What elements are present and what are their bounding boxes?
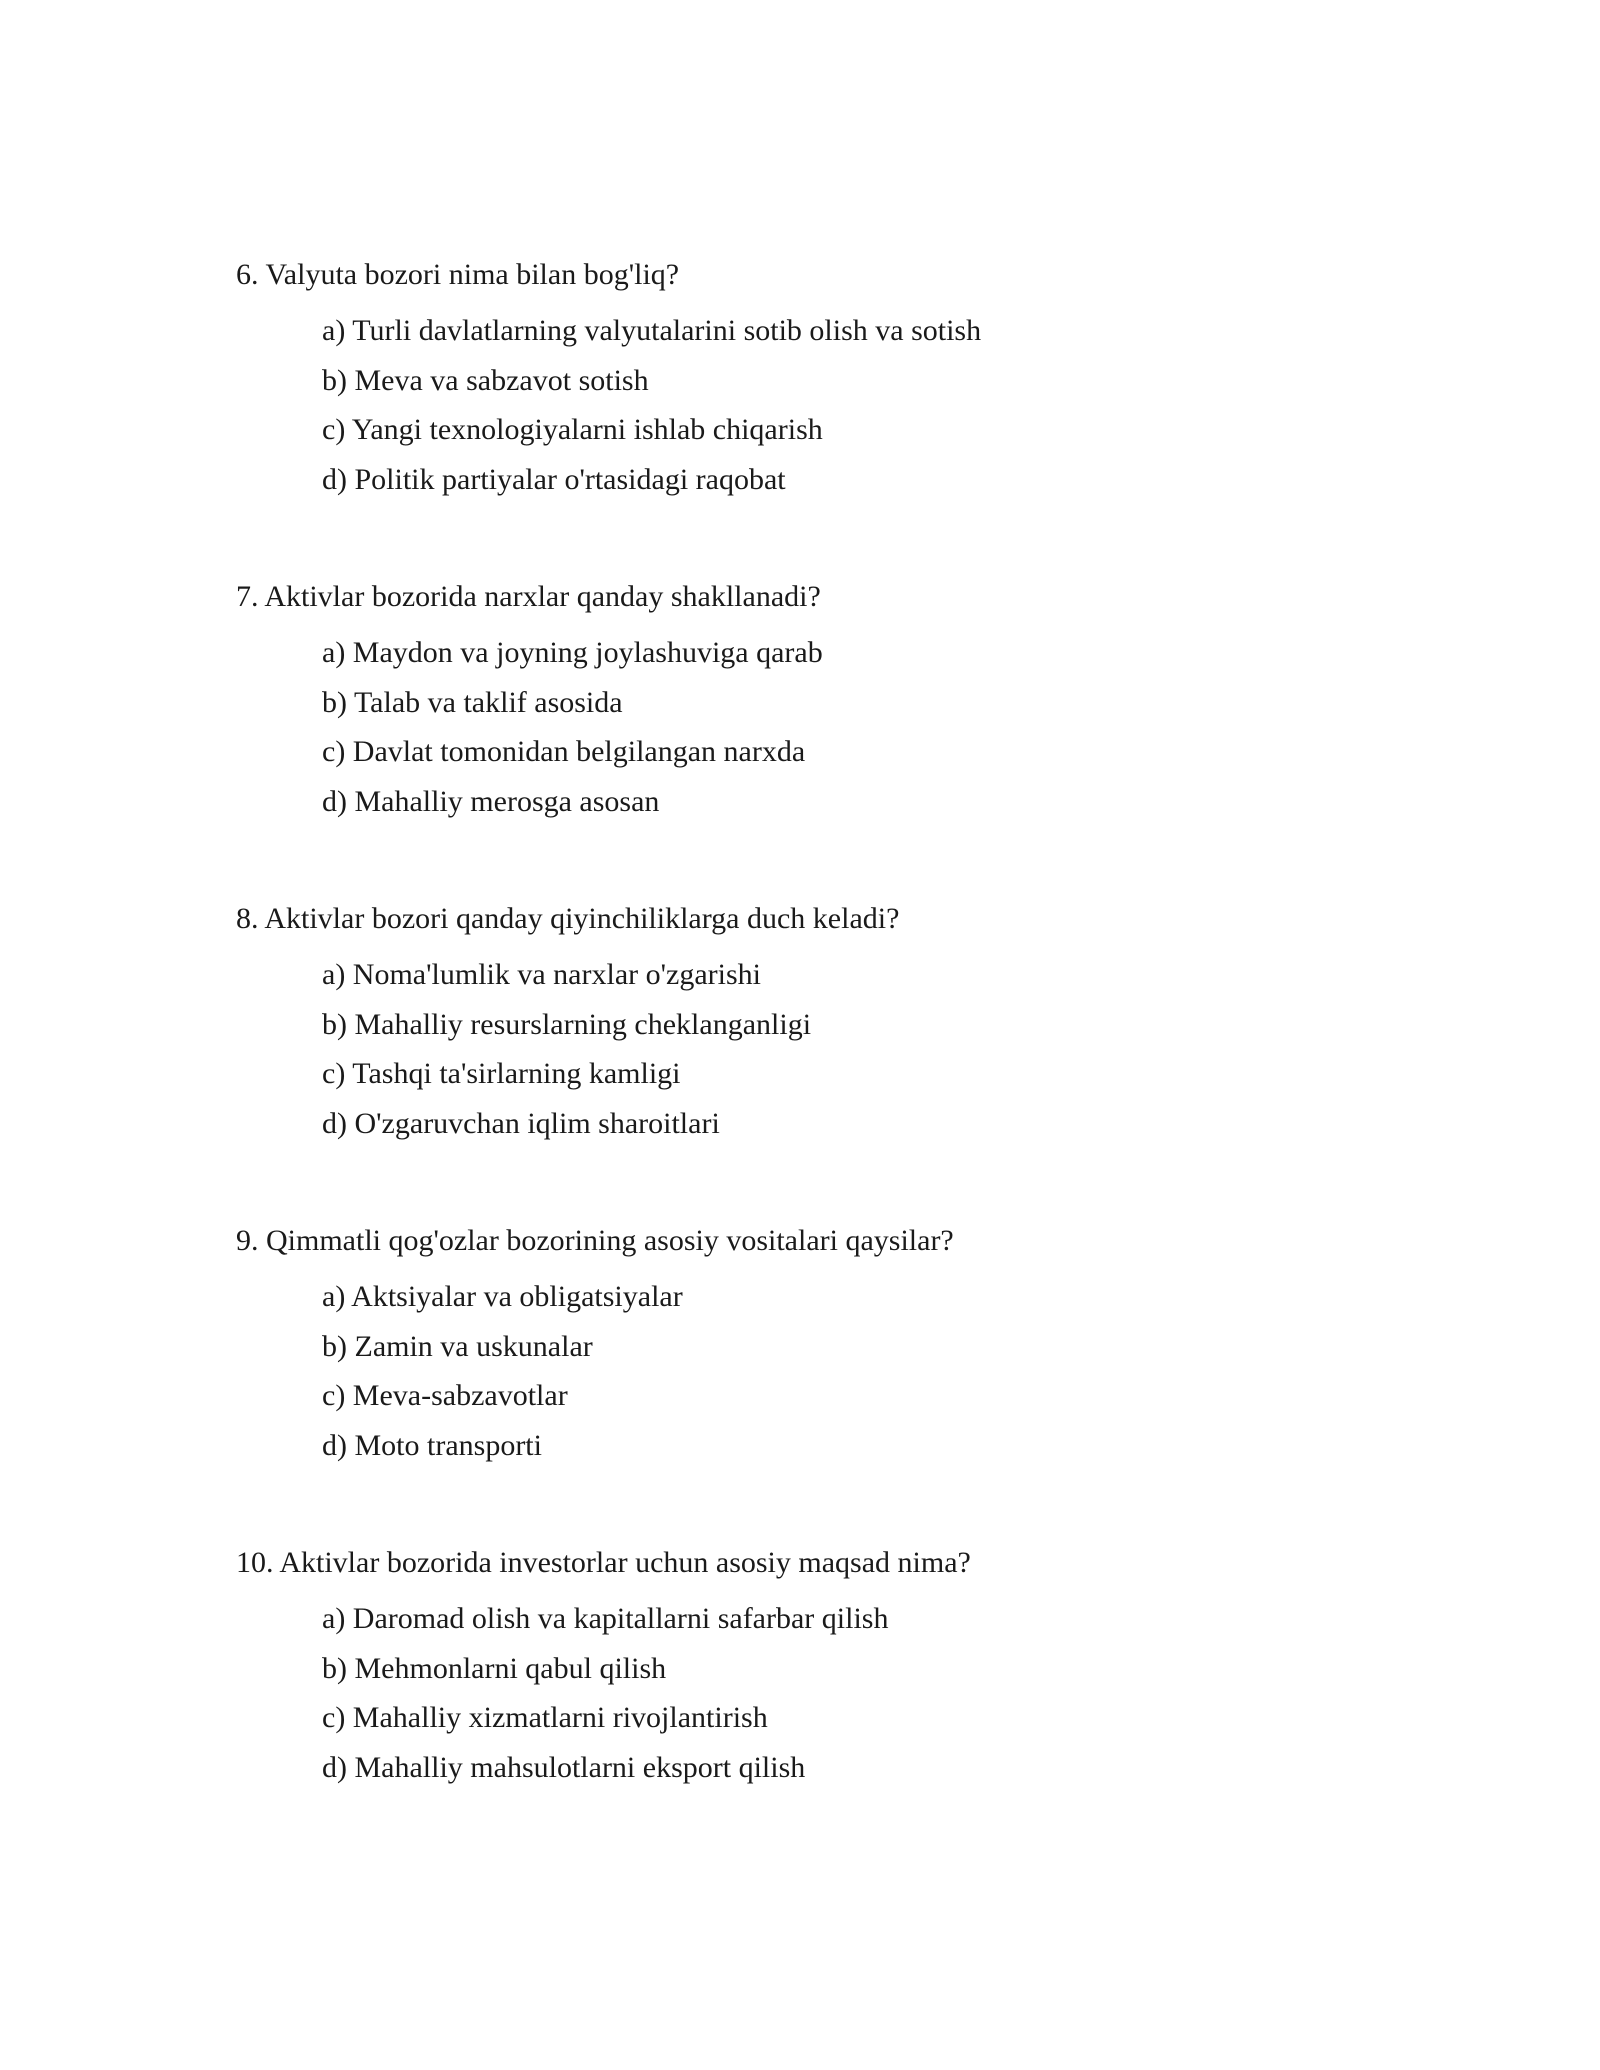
question-text: 9. Qimmatli qog'ozlar bozorining asosiy vositalari qaysilar? xyxy=(236,1224,954,1257)
option-c: c) Mahalliy xizmatlarni rivojlantirish xyxy=(322,1701,768,1734)
option-d: d) Mahalliy mahsulotlarni eksport qilish xyxy=(322,1750,806,1784)
question-8 xyxy=(236,901,1436,1155)
option-a: a) Daromad olish va kapitallarni safarbar qilish xyxy=(322,1602,889,1635)
question-text: 7. Aktivlar bozorida narxlar qanday shakllanadi? xyxy=(236,580,821,613)
option-b: b) Mahalliy resurslarning cheklanganligi xyxy=(322,1007,812,1041)
option-c: c) Yangi texnologiyalarni ishlab chiqarish xyxy=(322,413,823,446)
option-b: b) Meva va sabzavot sotish xyxy=(322,363,649,397)
option-a: a) Turli davlatlarning valyutalarini sotib olish va sotish xyxy=(322,314,982,347)
option-c: c) Tashqi ta'sirlarning kamligi xyxy=(322,1057,681,1090)
question-9 xyxy=(236,1223,1436,1477)
answer-options xyxy=(236,1601,1436,1786)
option-c: c) Davlat tomonidan belgilangan narxda xyxy=(322,735,806,768)
option-d: d) Moto transporti xyxy=(322,1428,542,1462)
option-b: b) Mehmonlarni qabul qilish xyxy=(322,1651,667,1685)
question-text: 10. Aktivlar bozorida investorlar uchun asosiy maqsad nima? xyxy=(236,1546,971,1579)
option-d: d) O'zgaruvchan iqlim sharoitlari xyxy=(322,1106,720,1140)
answer-options xyxy=(236,313,1436,498)
option-c: c) Meva-sabzavotlar xyxy=(322,1379,568,1412)
option-a: a) Maydon va joyning joylashuviga qarab xyxy=(322,636,823,669)
answer-options xyxy=(236,1279,1436,1464)
option-d: d) Politik partiyalar o'rtasidagi raqobat xyxy=(322,462,786,496)
option-b: b) Talab va taklif asosida xyxy=(322,685,623,719)
question-6 xyxy=(236,257,1436,511)
option-d: d) Mahalliy merosga asosan xyxy=(322,784,660,818)
option-a: a) Noma'lumlik va narxlar o'zgarishi xyxy=(322,958,761,991)
question-text: 6. Valyuta bozori nima bilan bog'liq? xyxy=(236,258,680,291)
question-7 xyxy=(236,579,1436,833)
question-text: 8. Aktivlar bozori qanday qiyinchiliklarga duch keladi? xyxy=(236,902,900,935)
answer-options xyxy=(236,635,1436,820)
option-a: a) Aktsiyalar va obligatsiyalar xyxy=(322,1280,683,1313)
option-b: b) Zamin va uskunalar xyxy=(322,1329,593,1363)
question-10 xyxy=(236,1545,1436,1799)
answer-options xyxy=(236,957,1436,1142)
